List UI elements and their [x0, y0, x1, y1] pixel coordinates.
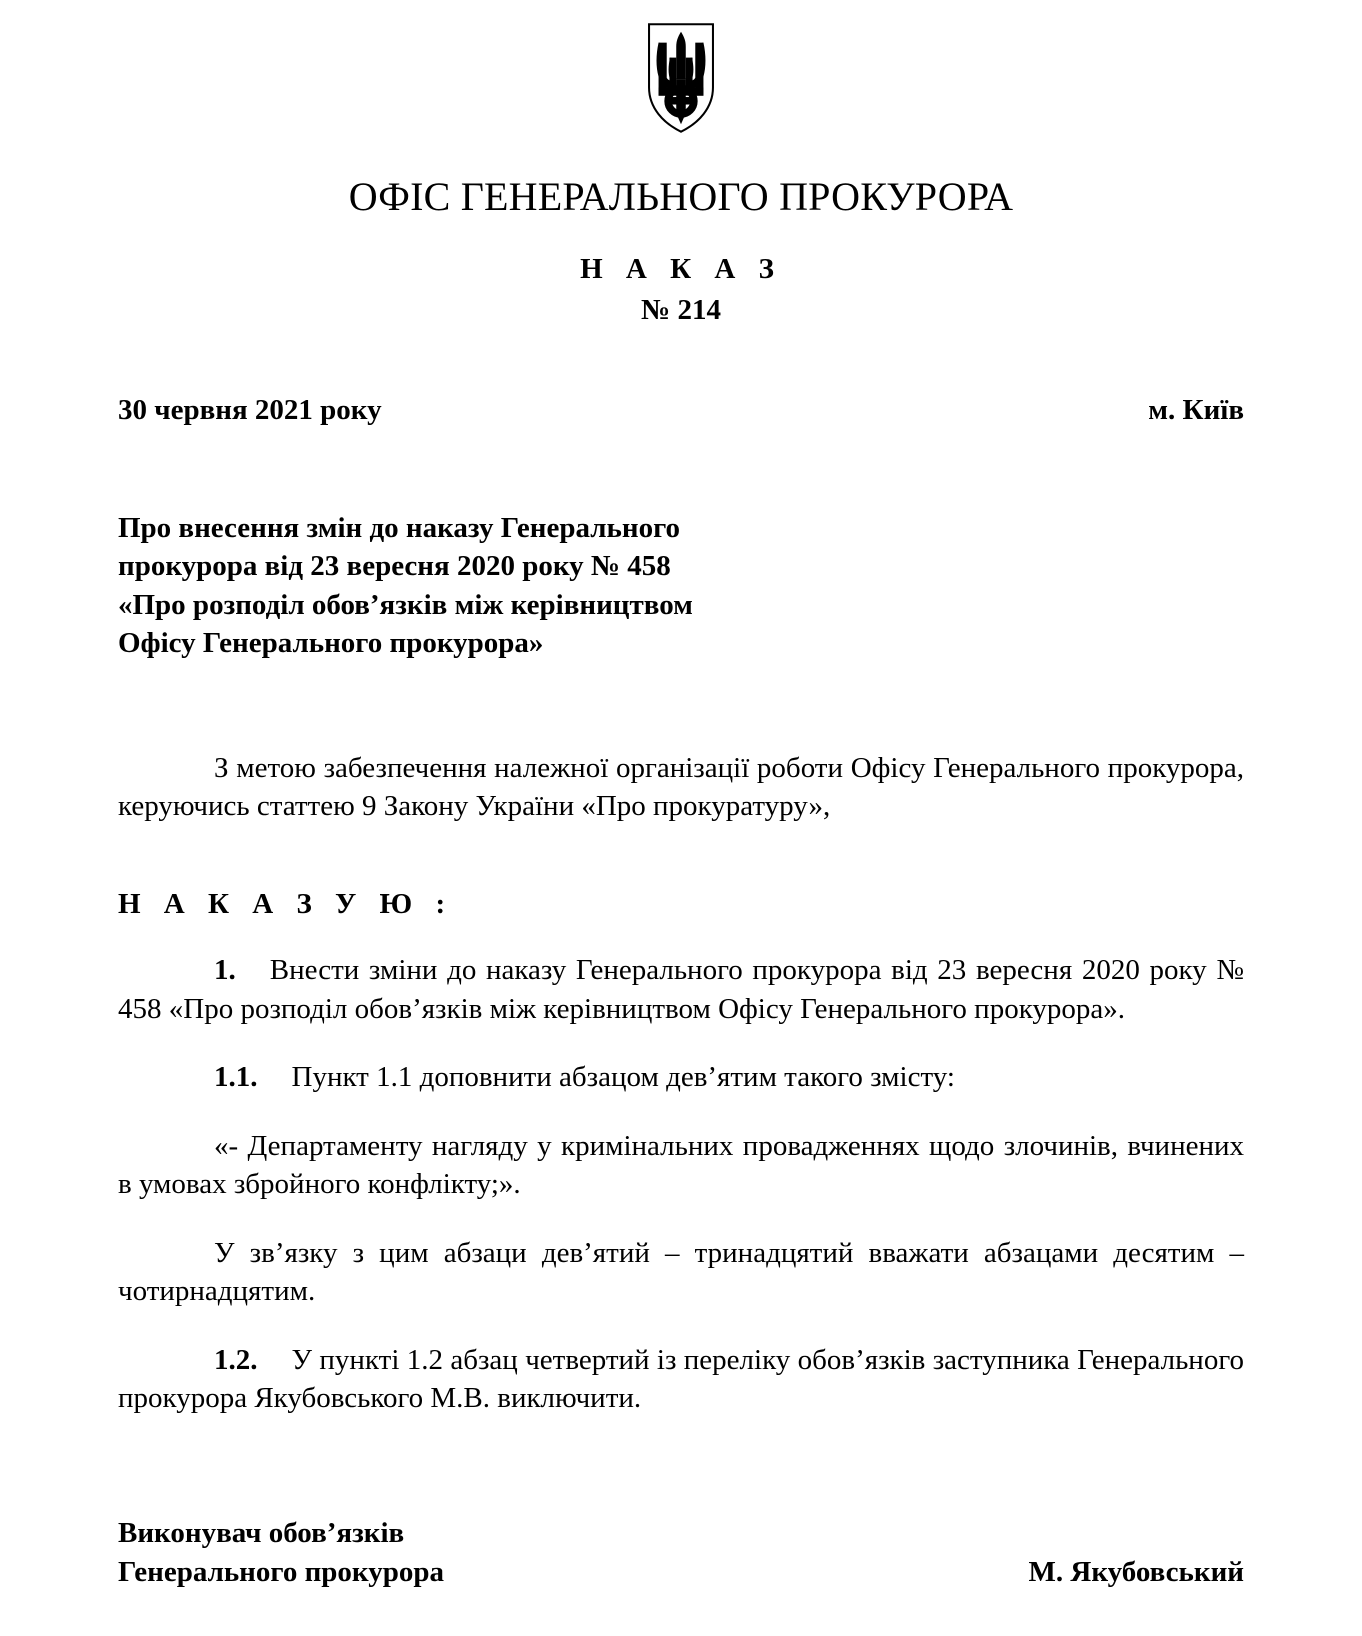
- clause-1-1-number: 1.1.: [214, 1061, 258, 1094]
- document-date: 30 червня 2021 року: [118, 393, 382, 426]
- subject-line-1: Про внесення змін до наказу Генерального: [118, 511, 681, 544]
- document-number: № 214: [641, 293, 721, 326]
- signatory-role: [118, 1514, 444, 1591]
- clause-1-2-number: 1.2.: [214, 1343, 258, 1376]
- clause-1-2: [118, 1341, 1244, 1418]
- organization-title: ОФІС ГЕНЕРАЛЬНОГО ПРОКУРОРА: [348, 174, 1014, 219]
- signature-block: [118, 1514, 1244, 1591]
- document-type-heading: Н А К А З: [580, 253, 782, 285]
- emblem-container: [118, 0, 1244, 134]
- subject-line-3: «Про розподіл обов’язків між керівництвом: [118, 588, 693, 621]
- document-subject: [118, 509, 1244, 663]
- renumbering-note-paragraph: У зв’язку з цим абзаци дев’ятий – тринадцятий вважати абзацами десятим – чотирнадцятим.: [118, 1236, 1244, 1308]
- clause-1-text: Внести зміни до наказу Генерального прокурора від 23 вересня 2020 року № 458 «Про розподіл обов’язків між керівництвом Офісу Генерального прокурора».: [118, 953, 1244, 1025]
- clause-1-1-text: Пункт 1.1 доповнити абзацом дев’ятим такого змісту:: [291, 1061, 955, 1094]
- clause-1: [118, 951, 1244, 1028]
- signatory-name: М. Якубовський: [1028, 1555, 1244, 1588]
- subject-line-2: прокурора від 23 вересня 2020 року № 458: [118, 550, 671, 583]
- clause-1-2-text: У пункті 1.2 абзац четвертий із переліку обов’язків заступника Генерального прокурора Якубовського М.В. виключити.: [118, 1343, 1244, 1415]
- ukrainian-trident-coat-of-arms-icon: [647, 22, 715, 134]
- order-keyword: Н А К А З У Ю :: [118, 887, 454, 920]
- clause-1-1: [118, 1058, 1244, 1097]
- date-city-row: [118, 394, 1244, 427]
- clause-1-number: 1.: [214, 953, 236, 986]
- signatory-role-line-1: Виконувач обов’язків: [118, 1517, 405, 1550]
- subject-line-4: Офісу Генерального прокурора»: [118, 627, 544, 660]
- signatory-role-line-2: Генерального прокурора: [118, 1555, 444, 1588]
- quoted-amendment-paragraph: «- Департаменту нагляду у кримінальних провадженнях щодо злочинів, вчинених в умовах збройного конфлікту;».: [118, 1129, 1244, 1201]
- preamble-paragraph: З метою забезпечення належної організації роботи Офісу Генерального прокурора, керуючись статтею 9 Закону України «Про прокуратуру»,: [118, 751, 1244, 823]
- document-city: м. Київ: [1148, 393, 1244, 426]
